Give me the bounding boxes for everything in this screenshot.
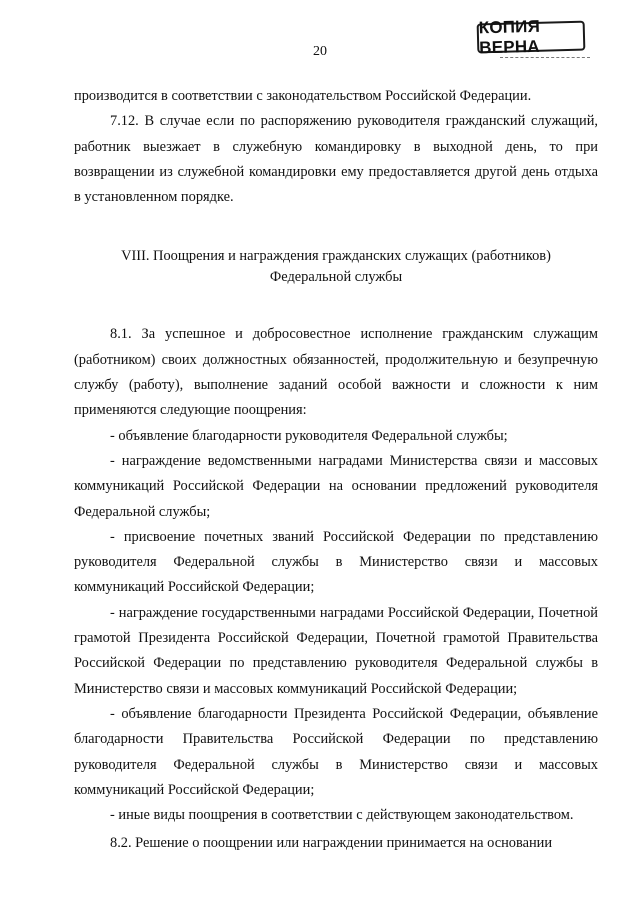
paragraph-8-1: 8.1. За успешное и добросовестное исполнение гражданским служащим (работником) своих должностных обязанностей, продолжительную и безупречную службу (работу), выполнение заданий особой важности и сложности к ним применяются следующие поощрения:: [74, 326, 598, 419]
document-body: [74, 84, 598, 857]
section-heading: [74, 246, 598, 288]
list-item-other-incentives: - иные виды поощрения в соответствии с действующем законодательством.: [110, 807, 574, 824]
paragraph-7-12: 7.12. В случае если по распоряжению руководителя гражданский служащий, работник выезжает в служебную командировку в выходной день, то при возвращении из служебной командировки ему предоставляется другой день отдыха в установленном порядке.: [74, 113, 598, 206]
list-item-president-gratitude: - объявление благодарности Президента Российской Федерации, объявление благодарности Правительства Российской Федерации по представлению руководителя Федеральной службы в Министерство связи и массовых коммуникаций Российской Федерации;: [74, 705, 598, 798]
section-heading-line-1: VIII. Поощрения и награждения гражданских служащих (работников): [121, 248, 551, 265]
list-item-departmental-awards: - награждение ведомственными наградами Министерства связи и массовых коммуникаций Российской Федерации на основании предложений руководителя Федеральной службы;: [74, 452, 598, 520]
list-item-state-awards: - награждение государственными наградами Российской Федерации, Почетной грамотой Президента Российской Федерации, Почетной грамотой Правительства Российской Федерации по представлению руководителя Федеральной службы в Министерство связи и массовых коммуникаций Российской Федерации;: [74, 604, 598, 697]
paragraph-8-2: 8.2. Решение о поощрении или награждении принимается на основании: [110, 835, 553, 852]
section-heading-line-2: Федеральной службы: [269, 269, 403, 286]
list-item-honorary-titles: - присвоение почетных званий Российской Федерации по представлению руководителя Федеральной службы в Министерство связи и массовых коммуникаций Российской Федерации;: [74, 528, 598, 596]
paragraph-continuation: производится в соответствии с законодательством Российской Федерации.: [74, 88, 532, 104]
page-number: 20: [313, 44, 327, 59]
list-item-gratitude-head: - объявление благодарности руководителя Федеральной службы;: [110, 427, 508, 444]
copy-certified-stamp: КОПИЯ ВЕРНА: [477, 21, 586, 54]
stamp-signature-line: [500, 57, 590, 58]
